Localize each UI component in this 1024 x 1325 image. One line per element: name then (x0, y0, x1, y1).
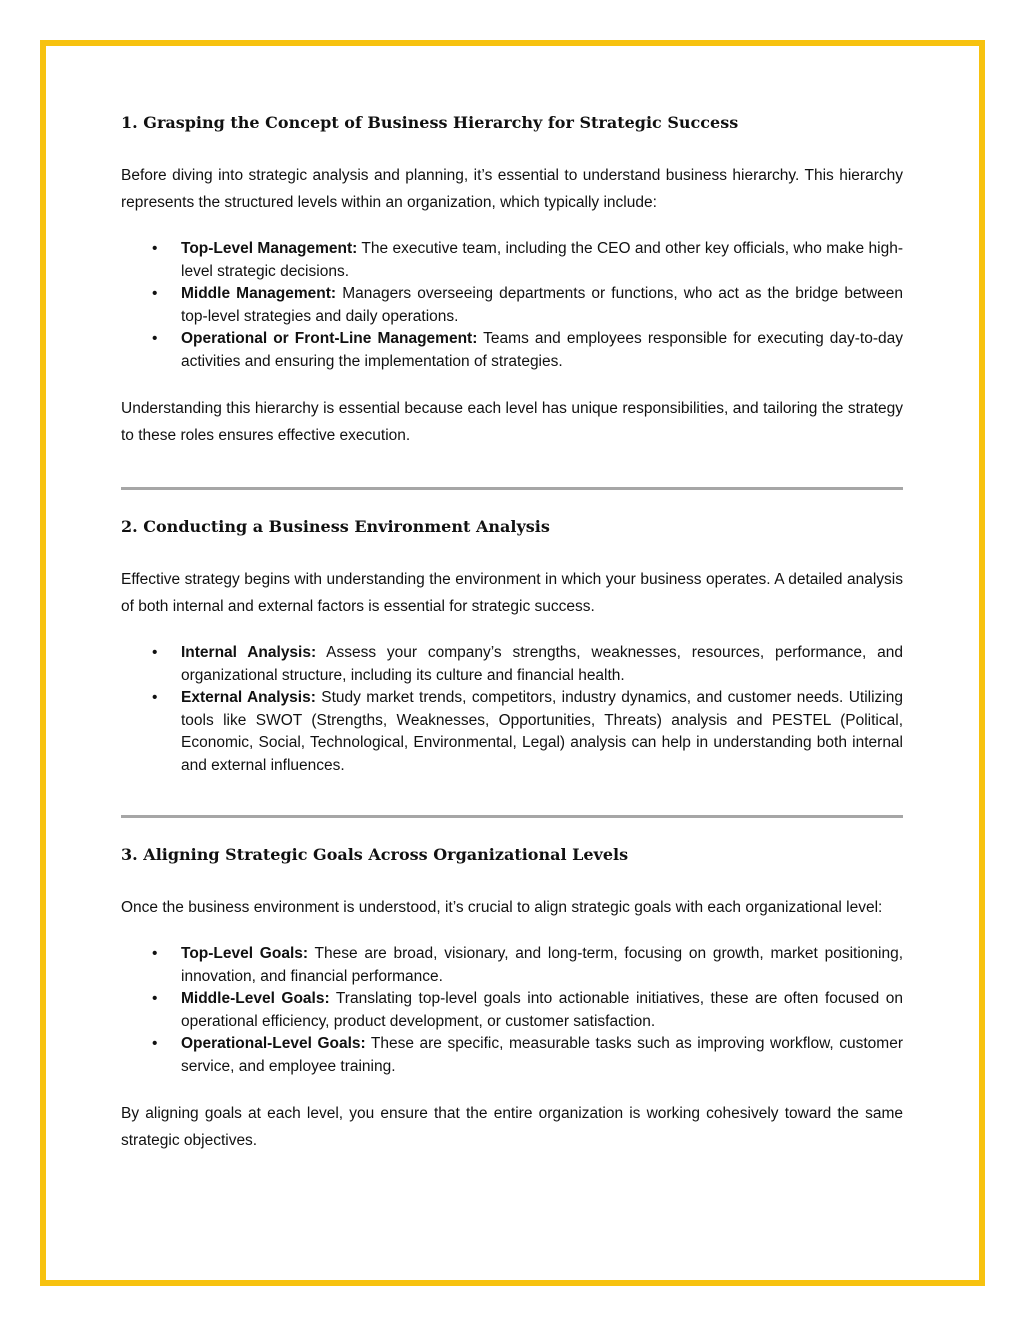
list-item (152, 642, 903, 687)
list-item (152, 1033, 903, 1078)
bullet-icon: • (152, 945, 158, 962)
section-3-outro: By aligning goals at each level, you ensure that the entire organization is working cohesively toward the same strategic objectives. (121, 1105, 903, 1149)
list-item-label: Top-Level Goals: (181, 945, 309, 962)
section-2-title: 2. Conducting a Business Environment Analysis (121, 517, 550, 536)
section-1-outro: Understanding this hierarchy is essential because each level has unique responsibilities, and tailoring the strategy to these roles ensures effective execution. (121, 400, 903, 444)
list-item (152, 943, 904, 988)
section-3-title: 3. Aligning Strategic Goals Across Organizational Levels (121, 845, 629, 864)
list-item (152, 687, 903, 777)
list-item-label: Top-Level Management: (181, 240, 358, 257)
section-2-list (121, 642, 903, 777)
list-item-text: Managers overseeing departments or functions, who act as the bridge between top-level strategies and daily operations. (181, 285, 903, 325)
list-item (152, 283, 903, 328)
list-item-label: Operational-Level Goals: (181, 1035, 366, 1052)
list-item-text: Translating top-level goals into actionable initiatives, these are often focused on operational efficiency, product development, or customer satisfaction. (181, 990, 903, 1030)
list-item-text: The executive team, including the CEO and other key officials, who make high-level strategic decisions. (181, 240, 903, 280)
bullet-icon: • (152, 240, 158, 257)
list-item-text: These are specific, measurable tasks such as improving workflow, customer service, and employee training. (181, 1035, 903, 1075)
list-item-text: Assess your company’s strengths, weaknesses, resources, performance, and organizational structure, including its culture and financial health. (181, 644, 903, 684)
list-item-label: Operational or Front-Line Management: (181, 330, 478, 347)
section-1-list (121, 238, 903, 373)
bullet-icon: • (152, 644, 158, 661)
section-2-intro: Effective strategy begins with understanding the environment in which your business operates. A detailed analysis of both internal and external factors is essential for strategic success. (121, 571, 903, 615)
list-item-text: Study market trends, competitors, industry dynamics, and customer needs. Utilizing tools like SWOT (Strengths, Weaknesses, Opportunities, Threats) analysis and PESTEL (Political, Economic, Social, Technological, Environmental, Legal) analysis can help in understanding both internal and external influences. (181, 689, 903, 774)
list-item (152, 988, 903, 1033)
list-item-label: External Analysis: (181, 689, 316, 706)
bullet-icon: • (152, 285, 158, 302)
list-item-text: Teams and employees responsible for executing day-to-day activities and ensuring the implementation of strategies. (181, 330, 904, 370)
document-body (121, 112, 903, 1154)
bullet-icon: • (152, 689, 158, 706)
section-3-list (121, 943, 903, 1078)
list-item-label: Middle-Level Goals: (181, 990, 330, 1007)
bullet-icon: • (152, 990, 158, 1007)
section-3-intro: Once the business environment is understood, it’s crucial to align strategic goals with each organizational level: (121, 899, 883, 916)
section-1-intro: Before diving into strategic analysis and planning, it’s essential to understand business hierarchy. This hierarchy represents the structured levels within an organization, which typically include: (121, 167, 903, 211)
bullet-icon: • (152, 1035, 158, 1052)
list-item-label: Middle Management: (181, 285, 337, 302)
list-item-text: These are broad, visionary, and long-term, focusing on growth, market positioning, innovation, and financial performance. (181, 945, 904, 985)
list-item (152, 328, 904, 373)
section-1-title: 1. Grasping the Concept of Business Hierarchy for Strategic Success (121, 113, 739, 132)
list-item-label: Internal Analysis: (181, 644, 317, 661)
bullet-icon: • (152, 330, 158, 347)
list-item (152, 238, 903, 283)
